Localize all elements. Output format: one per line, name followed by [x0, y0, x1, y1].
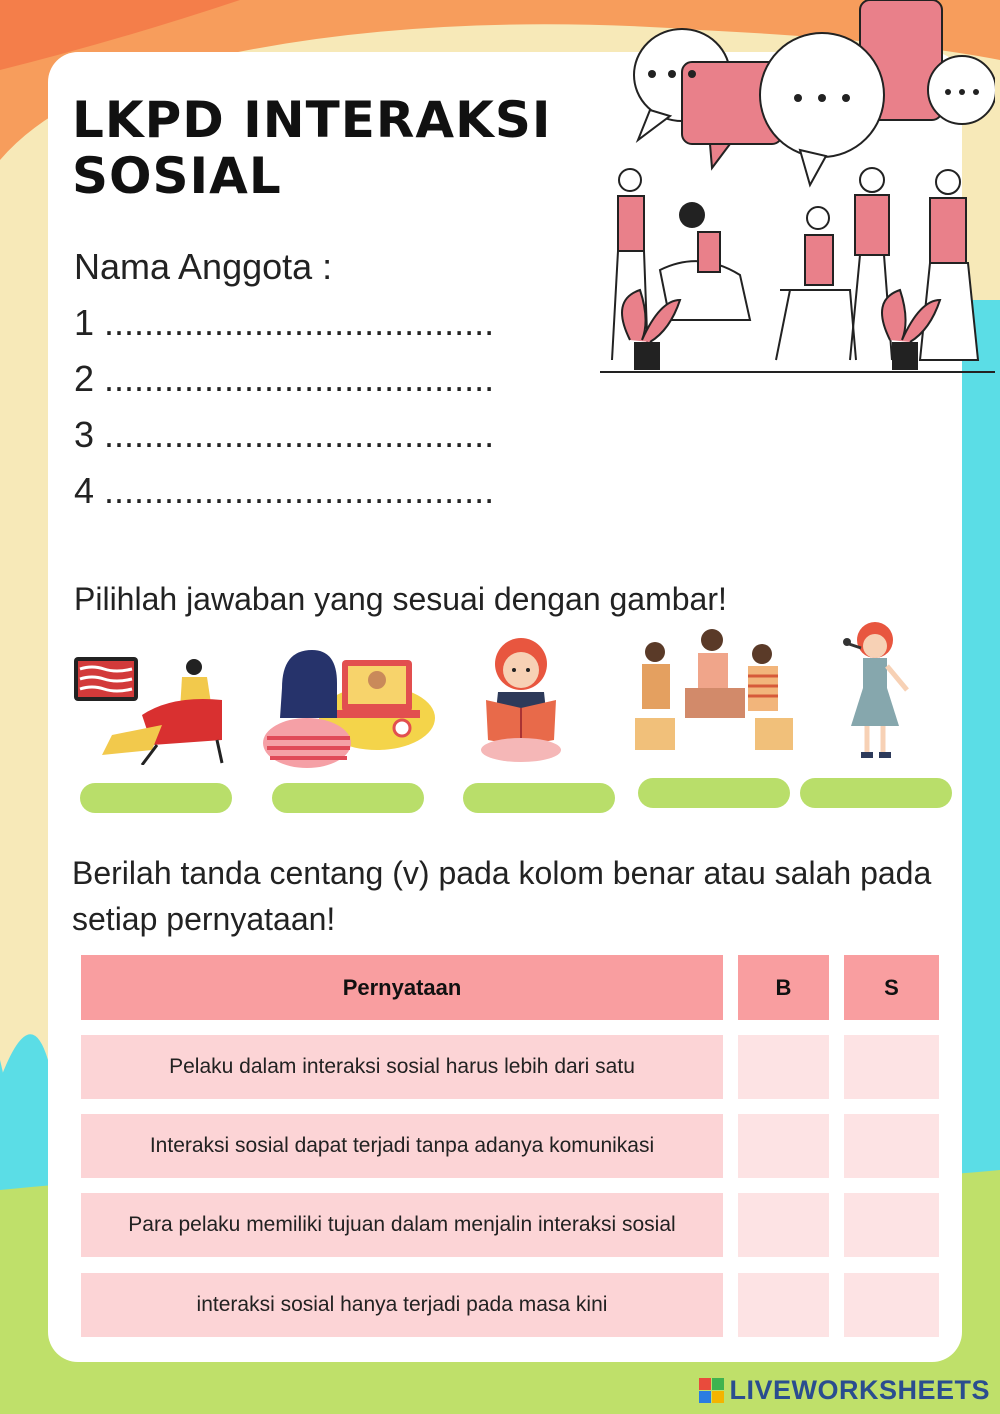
member-line-2[interactable]: 2 ....................................... [74, 358, 495, 399]
logo-text: LIVEWORKSHEETS [729, 1375, 990, 1405]
liveworksheets-logo [699, 1375, 990, 1406]
check-true-2[interactable] [738, 1114, 829, 1178]
statement-row-3: Para pelaku memiliki tujuan dalam menjalin interaksi sosial [81, 1193, 723, 1257]
check-true-3[interactable] [738, 1193, 829, 1257]
reading-book-image [476, 630, 566, 765]
group-discussion-image [630, 628, 795, 756]
check-false-3[interactable] [844, 1193, 939, 1257]
header-statement: Pernyataan [81, 955, 723, 1020]
check-true-4[interactable] [738, 1273, 829, 1337]
page-title: LKPD INTERAKSI SOSIAL [72, 91, 552, 205]
check-true-1[interactable] [738, 1035, 829, 1099]
check-false-4[interactable] [844, 1273, 939, 1337]
statement-row-4: interaksi sosial hanya terjadi pada masa kini [81, 1273, 723, 1337]
section2-instruction: Berilah tanda centang (v) pada kolom benar atau salah pada setiap pernyataan! [72, 855, 932, 937]
liveworksheets-icon [699, 1378, 725, 1404]
section1-instruction: Pilihlah jawaban yang sesuai dengan gambar! [74, 581, 727, 617]
answer-slot-2[interactable] [272, 783, 424, 813]
members-label: Nama Anggota : [74, 246, 333, 287]
member-line-3[interactable]: 3 ....................................... [74, 414, 495, 455]
answer-slot-3[interactable] [463, 783, 615, 813]
statement-row-2: Interaksi sosial dapat terjadi tanpa adanya komunikasi [81, 1114, 723, 1178]
check-false-1[interactable] [844, 1035, 939, 1099]
header-true: B [738, 955, 829, 1020]
watching-tv-image [72, 655, 232, 765]
statement-row-1: Pelaku dalam interaksi sosial harus lebih dari satu [81, 1035, 723, 1099]
member-line-4[interactable]: 4 ....................................... [74, 470, 495, 511]
header-false: S [844, 955, 939, 1020]
answer-slot-1[interactable] [80, 783, 232, 813]
check-false-2[interactable] [844, 1114, 939, 1178]
answer-slot-5[interactable] [800, 778, 952, 808]
social-interaction-illustration [600, 0, 995, 380]
video-call-image [262, 648, 437, 768]
member-line-1[interactable]: 1 ....................................... [74, 302, 495, 343]
singing-image [835, 618, 915, 766]
answer-slot-4[interactable] [638, 778, 790, 808]
